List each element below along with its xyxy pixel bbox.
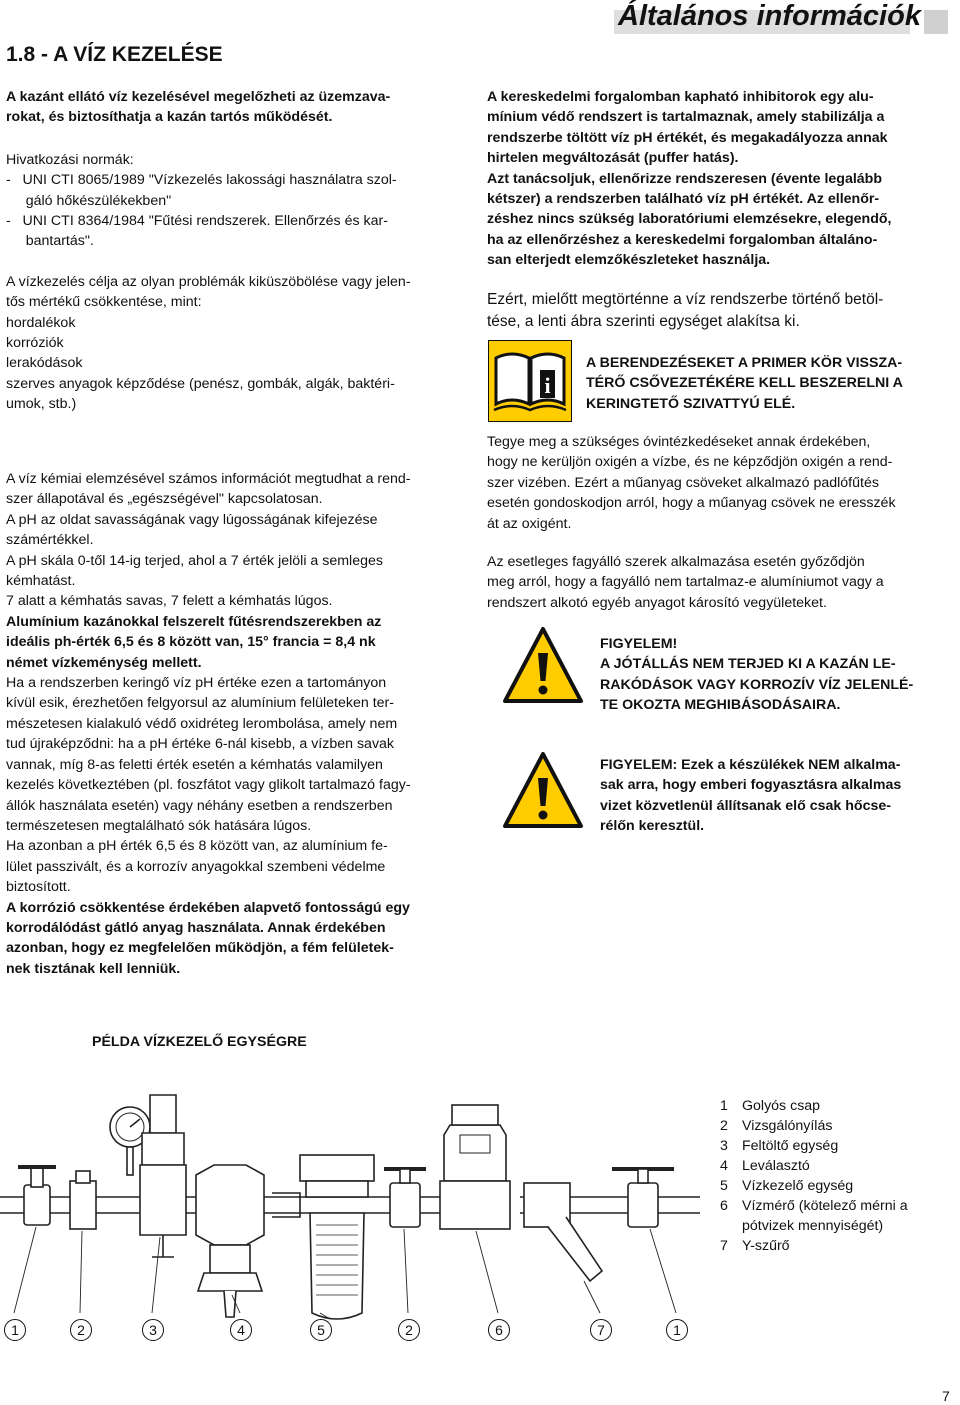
legend-item — [720, 1176, 956, 1196]
analysis-line: azonban, hogy ez megfelelően működjön, a fém felületek- — [6, 940, 394, 957]
inhibitor-line: rendszerbe töltött víz pH értékét, és megakadályozza annak — [487, 129, 888, 146]
ref-line: bantartás". — [6, 233, 94, 250]
intro-line: rokat, és biztosíthatja a kazán tartós működését. — [6, 109, 333, 126]
analysis-line: vannak, míg 8-as feletti érték esetén a kémhatás valamilyen — [6, 756, 383, 773]
before-line: tése, a lenti ábra szerinti egységet alakítsa ki. — [487, 313, 800, 330]
drinking-water-warning — [600, 755, 956, 837]
callout-6: 6 — [488, 1319, 510, 1341]
warning-line: FIGYELEM: Ezek a készülékek NEM alkalma- — [600, 757, 901, 773]
header-corner-square — [924, 10, 948, 34]
legend-label: Leválasztó — [742, 1158, 810, 1174]
analysis-line: A korrózió csökkentése érdekében alapvető fontosságú egy — [6, 899, 410, 916]
diagram-legend — [720, 1096, 956, 1256]
callout-3: 3 — [142, 1319, 164, 1341]
analysis-line: korrodálódást gátló anyag használata. Annak érdekében — [6, 919, 386, 936]
analysis-line: mészetesen kialakuló védő oxidréteg lerombolása, amely nem — [6, 715, 398, 732]
warning-triangle-icon — [502, 750, 584, 832]
legend-item — [720, 1236, 956, 1256]
purpose-line: umok, stb.) — [6, 396, 77, 413]
callout-2: 2 — [70, 1319, 92, 1341]
inhibitor-line: san elterjedt elemzőkészleteket használja. — [487, 252, 771, 269]
legend-label: Feltöltő egység — [742, 1138, 839, 1154]
oxygen-paragraph — [487, 432, 952, 534]
warning-line: RAKÓDÁSOK VAGY KORROZÍV VÍZ JELENLÉ- — [600, 676, 914, 693]
warning-line: TE OKOZTA MEGHIBÁSODÁSAIRA. — [600, 697, 841, 714]
callout-5: 5 — [310, 1319, 332, 1341]
inhibitor-line: hirtelen megváltozását (puffer hatás). — [487, 150, 739, 167]
inhibitor-line: ha az ellenőrzéshez a kereskedelmi forgalomban általáno- — [487, 231, 878, 248]
antifreeze-line: meg arról, hogy a fagyálló nem tartalmaz-e alumíniumot vagy a — [487, 574, 884, 591]
analysis-line: A pH skála 0-től 14-ig terjed, ahol a 7 érték jelöli a semleges — [6, 552, 383, 569]
inhibitor-line: zéshez nincs szükség laboratóriumi elemzésekre, elegendő, — [487, 211, 892, 228]
warning-line: vizet közvetlenül állítsanak elő csak hőcse- — [600, 797, 891, 814]
analysis-line: kémhatást. — [6, 573, 76, 590]
legend-item — [720, 1116, 956, 1136]
analysis-line: ideális ph-érték 6,5 és 8 között van, 15° francia = 8,4 nk — [6, 634, 376, 651]
oxygen-line: Tegye meg a szükséges óvintézkedéseket annak érdekében, — [487, 434, 871, 450]
legend-number: 1 — [720, 1098, 728, 1114]
oxygen-line: szer vizében. Ezért a műanyag csöveket alkalmazó padlófűtés — [487, 474, 879, 491]
analysis-line: német vízkeménység mellett. — [6, 654, 202, 671]
ref-line: - UNI CTI 8364/1984 "Fűtési rendszerek. Ellenőrzés és kar- — [6, 213, 388, 230]
legend-number: 3 — [720, 1138, 728, 1154]
warning-triangle-icon — [502, 625, 584, 707]
legend-item — [720, 1096, 956, 1116]
analysis-line: 7 alatt a kémhatás savas, 7 felett a kémhatás lúgos. — [6, 593, 333, 610]
legend-label: Golyós csap — [742, 1098, 821, 1114]
inhibitor-line: Azt tanácsoljuk, ellenőrizze rendszeresen (évente legalább — [487, 170, 883, 187]
inhibitor-paragraph — [487, 87, 952, 271]
chemical-analysis-section — [6, 469, 464, 979]
oxygen-line: hogy ne kerüljön oxigén a vízbe, és ne képződjön oxigén a rend- — [487, 454, 893, 471]
analysis-line: nek tisztának kell lenniük. — [6, 960, 181, 977]
analysis-line: Alumínium kazánokkal felszerelt fűtésrendszerekben az — [6, 613, 382, 630]
legend-label: Vizsgálónyílás — [742, 1118, 833, 1134]
analysis-line: állók használata esetén) vagy néhány esetben a rendszerben — [6, 797, 393, 814]
manual-notice-line: A BERENDEZÉSEKET A PRIMER KÖR VISSZA- — [586, 355, 903, 371]
legend-number: 5 — [720, 1178, 728, 1194]
legend-item — [720, 1136, 956, 1156]
warranty-warning — [600, 634, 956, 716]
purpose-line: lerakódások — [6, 355, 83, 372]
manual-notice-line: TÉRŐ CSŐVEZETÉKÉRE KELL BESZERELNI A — [586, 375, 903, 392]
callout-1: 1 — [4, 1319, 26, 1341]
purpose-line: A vízkezelés célja az olyan problémák kiküszöbölése vagy jelen- — [6, 273, 411, 290]
oxygen-line: át az oxigént. — [487, 515, 572, 532]
analysis-line: A víz kémiai elemzésével számos információt megtudhat a rend- — [6, 471, 411, 487]
legend-label: Vízkezelő egység — [742, 1178, 854, 1194]
svg-text:i: i — [544, 373, 551, 398]
warning-line: FIGYELEM! — [600, 636, 678, 652]
purpose-line: szerves anyagok képződése (penész, gombák, algák, baktéri- — [6, 375, 395, 392]
callout-2: 2 — [398, 1319, 420, 1341]
legend-number: 2 — [720, 1118, 728, 1134]
callout-1: 1 — [666, 1319, 688, 1341]
oxygen-line: esetén gondoskodjon arról, hogy a műanyag csövek ne eresszék — [487, 495, 896, 512]
analysis-line: tud újraképződni: ha a pH értéke 6-nál kisebb, a vízben savak — [6, 736, 395, 753]
legend-number: 4 — [720, 1158, 728, 1174]
antifreeze-line: Az esetleges fagyálló szerek alkalmazása esetén győződjön — [487, 554, 865, 570]
analysis-line: lület passzivált, és a korrozív anyagokkal szembeni védelme — [6, 858, 386, 875]
analysis-line: A pH az oldat savasságának vagy lúgosságának kifejezése — [6, 511, 378, 528]
inhibitor-line: A kereskedelmi forgalomban kapható inhibitorok egy alu- — [487, 89, 874, 105]
inhibitor-line: kétszer) a rendszerben található víz pH értékét. Az ellenőr- — [487, 191, 880, 208]
legend-number: 7 — [720, 1238, 728, 1254]
intro-paragraph — [6, 87, 464, 128]
intro-line: A kazánt ellátó víz kezelésével megelőzheti az üzemzava- — [6, 89, 391, 105]
treatment-purpose — [6, 272, 464, 415]
antifreeze-paragraph — [487, 552, 952, 613]
ref-line: gáló hőkészülékekben" — [6, 192, 172, 209]
analysis-line: kezelés következtében (pl. foszfátot vagy glikolt tartalmazó fagy- — [6, 777, 411, 794]
callout-7: 7 — [590, 1319, 612, 1341]
reference-standards — [6, 150, 464, 252]
before-line: Ezért, mielőtt megtörténne a víz rendszerbe történő betöl- — [487, 291, 884, 308]
purpose-line: hordalékok — [6, 314, 76, 331]
analysis-line: biztosított. — [6, 879, 71, 896]
analysis-line: szer állapotával és „egészségével" kapcsolatosan. — [6, 491, 323, 508]
manual-notice-line: KERINGTETŐ SZIVATTYÚ ELÉ. — [586, 395, 796, 412]
before-filling-paragraph — [487, 289, 952, 333]
manual-notice — [586, 353, 956, 414]
legend-label: pótvizek mennyiségét) — [742, 1218, 884, 1234]
legend-label: Vízmérő (kötelező mérni a — [742, 1198, 908, 1214]
analysis-line: Ha azonban a pH érték 6,5 és 8 között van, az alumínium fe- — [6, 838, 388, 855]
warning-line: rélőn keresztül. — [600, 818, 705, 835]
diagram-title: PÉLDA VÍZKEZELŐ EGYSÉGRE — [92, 1034, 307, 1050]
ref-line: - UNI CTI 8065/1989 "Vízkezelés lakossági használatra szol- — [6, 172, 397, 189]
left-column — [6, 87, 464, 415]
inhibitor-line: mínium védő rendszert is tartalmaznak, amely stabilizálja a — [487, 109, 885, 126]
page-header-title: Általános információk — [618, 0, 921, 32]
antifreeze-line: rendszert alkotó egyéb anyagot károsító vegyületeket. — [487, 594, 827, 611]
legend-item — [720, 1156, 956, 1176]
analysis-line: természetesen megtalálható sók hatására lúgos. — [6, 817, 312, 834]
page-number: 7 — [942, 1388, 950, 1404]
manual-book-icon — [488, 340, 572, 422]
legend-item — [720, 1196, 956, 1216]
legend-label: Y-szűrő — [742, 1238, 790, 1254]
callout-4: 4 — [230, 1319, 252, 1341]
section-title: 1.8 - A VÍZ KEZELÉSE — [6, 43, 223, 66]
legend-number: 6 — [720, 1198, 728, 1214]
purpose-line: tős mértékű csökkentése, mint: — [6, 294, 202, 311]
analysis-line: Ha a rendszerben keringő víz pH értéke ezen a tartományon — [6, 675, 387, 692]
legend-number — [720, 1216, 742, 1236]
analysis-line: számértékkel. — [6, 532, 94, 549]
purpose-line: korróziók — [6, 335, 64, 352]
ref-line: Hivatkozási normák: — [6, 151, 134, 168]
analysis-line: kívül esik, érezhetően felgyorsul az alumínium felületeken ter- — [6, 695, 394, 712]
legend-item — [720, 1216, 956, 1236]
warning-line: sak arra, hogy emberi fogyasztásra alkalmas — [600, 777, 902, 794]
warning-line: A JÓTÁLLÁS NEM TERJED KI A KAZÁN LE- — [600, 656, 896, 673]
